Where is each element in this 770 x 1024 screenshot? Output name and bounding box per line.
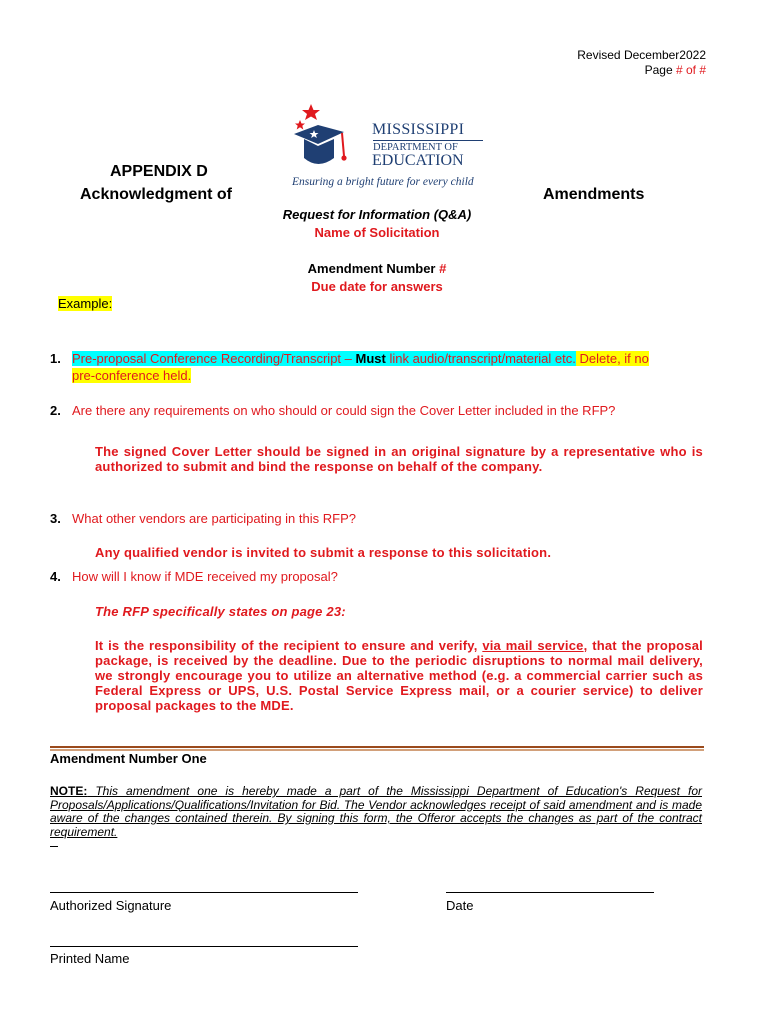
question-number: 2. [50, 403, 61, 418]
question-text: Pre-proposal Conference Recording/Transcript – [72, 351, 356, 366]
logo-tagline: Ensuring a bright future for every child [292, 176, 474, 188]
question-1: 1. Pre-proposal Conference Recording/Transcript – Must link audio/transcript/material etc. Delete, if no pre-conference held. [50, 351, 649, 383]
section-heading: Amendment Number One [50, 751, 207, 766]
amendment-note: NOTE: This amendment one is hereby made a part of the Mississippi Department of Education's Request for Proposals/Applications/Qualifications/Invitation for Bid. The Vendor acknowledges receipt of said amendment and is made aware of the changes contained therein. By signing this form, the Offeror accepts the changes as part of the contract requirement. [50, 784, 702, 839]
subtitle-block [220, 206, 534, 296]
question-2 [50, 402, 710, 419]
amendments-title: Amendments [543, 186, 645, 203]
via-mail-link: via mail service [482, 638, 584, 653]
question-number: 1. [50, 351, 61, 366]
question-number: 3. [50, 511, 61, 526]
due-date: Due date for answers [311, 279, 443, 294]
answer-4: It is the responsibility of the recipient to ensure and verify, via mail service, that the proposal package, is received by the deadline. Due to the periodic disruptions to normal mail delivery, we strongly encourage you to utilize an alternative method (e.g. a commercial carrier such as Federal Express or UPS, U.S. Postal Service Express mail, or a courier service) to deliver proposal packages to the MDE. [95, 638, 703, 713]
logo-text-mississippi: MISSISSIPPI [372, 121, 465, 138]
answer-3: Any qualified vendor is invited to submit a response to this solicitation. [95, 545, 552, 560]
solicitation-name: Name of Solicitation [314, 225, 440, 240]
page-number: Page # of # [644, 63, 706, 77]
authorized-signature-label: Authorized Signature [50, 898, 172, 913]
acknowledgment-title: Acknowledgment of [80, 186, 233, 203]
answer-4-lead: The RFP specifically states on page 23: [95, 604, 346, 619]
amendment-number: Amendment Number # [307, 261, 447, 276]
mde-logo [288, 100, 488, 196]
example-label: Example: [58, 296, 113, 311]
signature-line[interactable] [50, 892, 358, 893]
printed-name-label: Printed Name [50, 951, 130, 966]
answer-2: The signed Cover Letter should be signed in an original signature by a representative who is authorized to submit and bind the response on behalf of the company. [95, 444, 703, 474]
question-3 [50, 510, 710, 527]
date-label: Date [446, 898, 474, 913]
logo-text-department: DEPARTMENT OF [373, 140, 483, 153]
logo-text-education: EDUCATION [372, 152, 464, 169]
question-number: 4. [50, 569, 61, 584]
date-line[interactable] [446, 892, 654, 893]
revised-date: Revised December2022 [577, 48, 706, 62]
page-number-placeholder: # of # [675, 63, 706, 77]
delete-note: Delete, if no [575, 351, 649, 366]
page-header [577, 48, 706, 78]
note-underscore [50, 846, 58, 847]
section-divider [50, 746, 704, 748]
rfi-label: Request for Information (Q&A) [282, 207, 472, 222]
question-text: How will I know if MDE received my proposal? [72, 569, 338, 584]
printed-name-line[interactable] [50, 946, 358, 947]
appendix-title: APPENDIX D [110, 163, 208, 180]
question-text: What other vendors are participating in this RFP? [72, 511, 356, 526]
question-4 [50, 568, 710, 585]
question-text: Are there any requirements on who should or could sign the Cover Letter included in the RFP? [72, 403, 616, 418]
